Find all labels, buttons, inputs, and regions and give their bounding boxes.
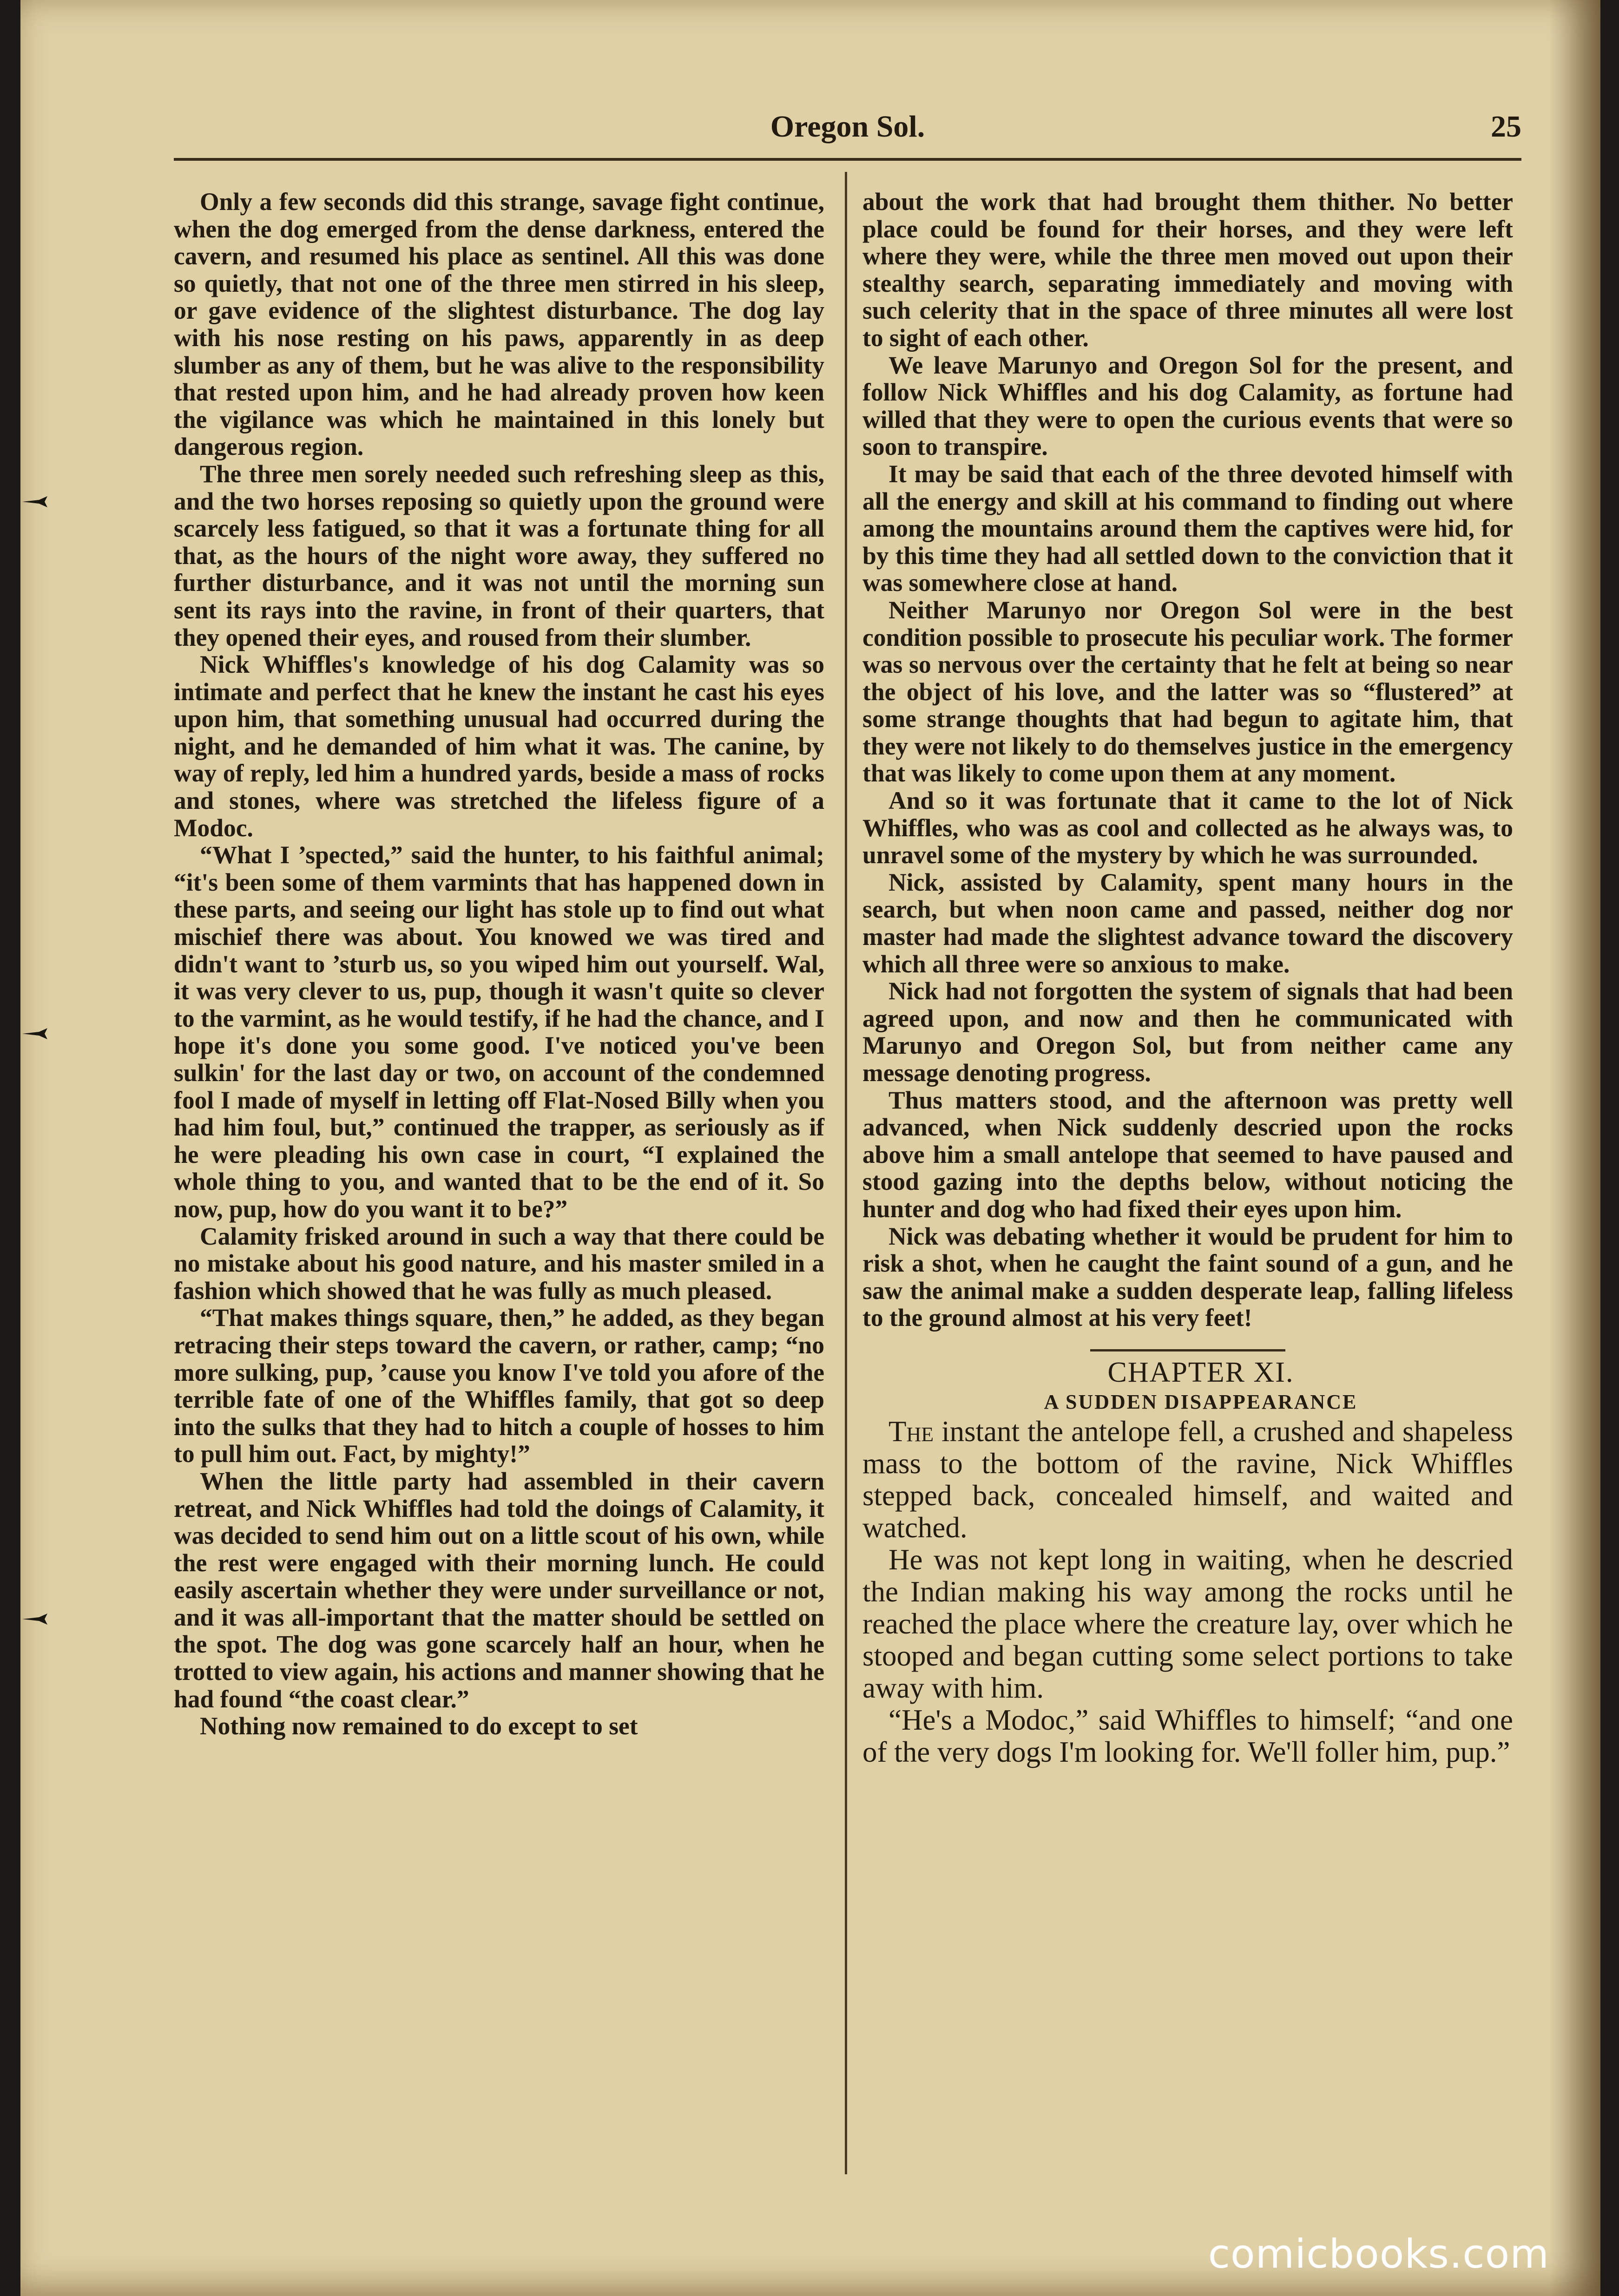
- opening-text: instant the antelope fell, a crushed and shapeless mass to the bottom of the ravine, Nick Whiffles stepped back, concealed himself, and waited and watched.: [862, 1415, 1513, 1544]
- chapter-body: [862, 1416, 1513, 1768]
- paragraph: Nick, assisted by Calamity, spent many hours in the search, but when noon came and passed, neither dog nor master had made the slightest advance toward the discovery which all three were so anxious to make.: [862, 868, 1513, 978]
- binding-hole-icon: [20, 492, 49, 510]
- header-rule: [174, 158, 1521, 161]
- chapter-heading: CHAPTER XI.: [1107, 1356, 1294, 1388]
- book-page: [20, 0, 1600, 2296]
- left-column: [174, 188, 824, 1740]
- paragraph: Nick was debating whether it would be prudent for him to risk a shot, when he caught the faint sound of a gun, and he saw the animal make a sudden desperate leap, falling lifeless to the ground almost at his very feet!: [862, 1222, 1513, 1332]
- paragraph: Only a few seconds did this strange, savage fight continue, when the dog emerged from the dense darkness, entered the cavern, and resumed his place as sentinel. All this was done so quietly, that not one of the three men stirred in his sleep, or gave evidence of the slightest disturbance. The dog lay with his nose resting on his paws, apparently in as deep slumber as any of them, but he was alive to the responsibility that rested upon him, and he had already proven how keen the vigilance was which he maintained in this lonely but dangerous region.: [174, 188, 824, 461]
- chapter-subtitle: A SUDDEN DISAPPEARANCE: [1044, 1390, 1358, 1413]
- watermark-logo: comicbooks.com: [1208, 2231, 1549, 2277]
- paragraph: Nick had not forgotten the system of signals that had been agreed upon, and now and then he communicated with Marunyo and Oregon Sol, but from neither came any message denoting progress.: [862, 977, 1513, 1087]
- paragraph: We leave Marunyo and Oregon Sol for the present, and follow Nick Whiffles and his dog Calamity, as fortune had willed that they were to open the curious events that were so soon to transpire.: [862, 351, 1513, 461]
- page-number: 25: [1491, 110, 1521, 144]
- paragraph: “What I ’spected,” said the hunter, to his faithful animal; “it's been some of them varmints that has happened down in these parts, and seeing our light has stole up to find out what mischief there was about. You knowed we was tired and didn't want to ’sturb us, so you wiped him out yourself. Wal, it was very clever to us, pup, though it wasn't quite so clever to the varmint, as he would testify, if he had the chance, and I hope it's done you some good. I've noticed you've been sulkin' for the last day or two, on account of the condemned fool I made of myself in letting off Flat-Nosed Billy when you had him foul, but,” continued the trapper, as seriously as if he were pleading his own case in court, “I explained the whole thing to you, and wanted that to be the end of it. So now, pup, how do you want it to be?”: [174, 841, 824, 1223]
- paragraph: “He's a Modoc,” said Whiffles to himself; “and one of the very dogs I'm looking for. We'll foller him, pup.”: [862, 1703, 1513, 1768]
- paragraph: The three men sorely needed such refreshing sleep as this, and the two horses reposing so quietly upon the ground were scarcely less fatigued, so that it was a fortunate thing for all that, as the hours of the night wore away, they suffered no further disturbance, and it was not until the morning sun sent its rays into the ravine, in front of their quarters, that they opened their eyes, and roused from their slumber.: [174, 459, 824, 651]
- paragraph: “That makes things square, then,” he added, as they began retracing their steps toward the cavern, or rather, camp; “no more sulking, pup, ’cause you know I've told you afore of the terrible fate of one of the Whiffles family, that got so deep into the sulks that they had to hitch a couple of hosses to him to pull him out. Fact, by mighty!”: [174, 1304, 824, 1468]
- binding-hole-icon: [20, 1024, 49, 1042]
- paragraph: Neither Marunyo nor Oregon Sol were in the best condition possible to prosecute his peculiar work. The former was so nervous over the certainty that he felt at being so near the object of his love, and the latter was so “flustered” at some strange thoughts that had begun to agitate him, that they were not likely to do themselves justice in the emergency that was likely to come upon them at any moment.: [862, 596, 1513, 787]
- chapter-opening-paragraph: [862, 1416, 1513, 1544]
- column-divider: [845, 172, 847, 2174]
- drop-word: The: [888, 1415, 934, 1448]
- paragraph: Calamity frisked around in such a way that there could be no mistake about his good nature, and his master smiled in a fashion which showed that he was fully as much pleased.: [174, 1222, 824, 1305]
- page-header-title: Oregon Sol.: [770, 110, 925, 144]
- paragraph: Nothing now remained to do except to set: [200, 1712, 638, 1740]
- chapter-rule: [1090, 1349, 1285, 1351]
- paragraph: about the work that had brought them thither. No better place could be found for their horses, and they were left where they were, while the three men moved out upon their stealthy search, separating immediately and moving with such celerity that in the space of three minutes all were lost to sight of each other.: [862, 188, 1513, 352]
- running-head: [174, 100, 1521, 151]
- paragraph: It may be said that each of the three devoted himself with all the energy and skill at his command to finding out where among the mountains around them the captives were hid, for by this time they had all settled down to the conviction that it was somewhere close at hand.: [862, 459, 1513, 597]
- paragraph: And so it was fortunate that it came to the lot of Nick Whiffles, who was as cool and collected as he always was, to unravel some of the mystery by which he was surrounded.: [862, 787, 1513, 869]
- paragraph: Thus matters stood, and the afternoon was pretty well advanced, when Nick suddenly descried upon the rocks above him a small antelope that seemed to have paused and stood gazing into the depths below, without noticing the hunter and dog who had fixed their eyes upon him.: [862, 1086, 1513, 1223]
- paragraph: He was not kept long in waiting, when he descried the Indian making his way among the rocks until he reached the place where the creature lay, over which he stooped and began cutting some select portions to take away with him.: [862, 1543, 1513, 1704]
- binding-hole-icon: [20, 1610, 49, 1627]
- paragraph: When the little party had assembled in their cavern retreat, and Nick Whiffles had told the doings of Calamity, it was decided to send him out on a little scout of his own, while the rest were engaged with their morning lunch. He could easily ascertain whether they were under surveillance or not, and it was all-important that the matter should be settled on the spot. The dog was gone scarcely half an hour, when he trotted to view again, his actions and manner showing that he had found “the coast clear.”: [174, 1467, 824, 1713]
- right-column: [862, 188, 1513, 1768]
- paragraph: Nick Whiffles's knowledge of his dog Calamity was so intimate and perfect that he knew the instant he cast his eyes upon him, that something unusual had occurred during the night, and he demanded of him what it was. The canine, by way of reply, led him a hundred yards, beside a mass of rocks and stones, where was stretched the lifeless figure of a Modoc.: [174, 650, 824, 842]
